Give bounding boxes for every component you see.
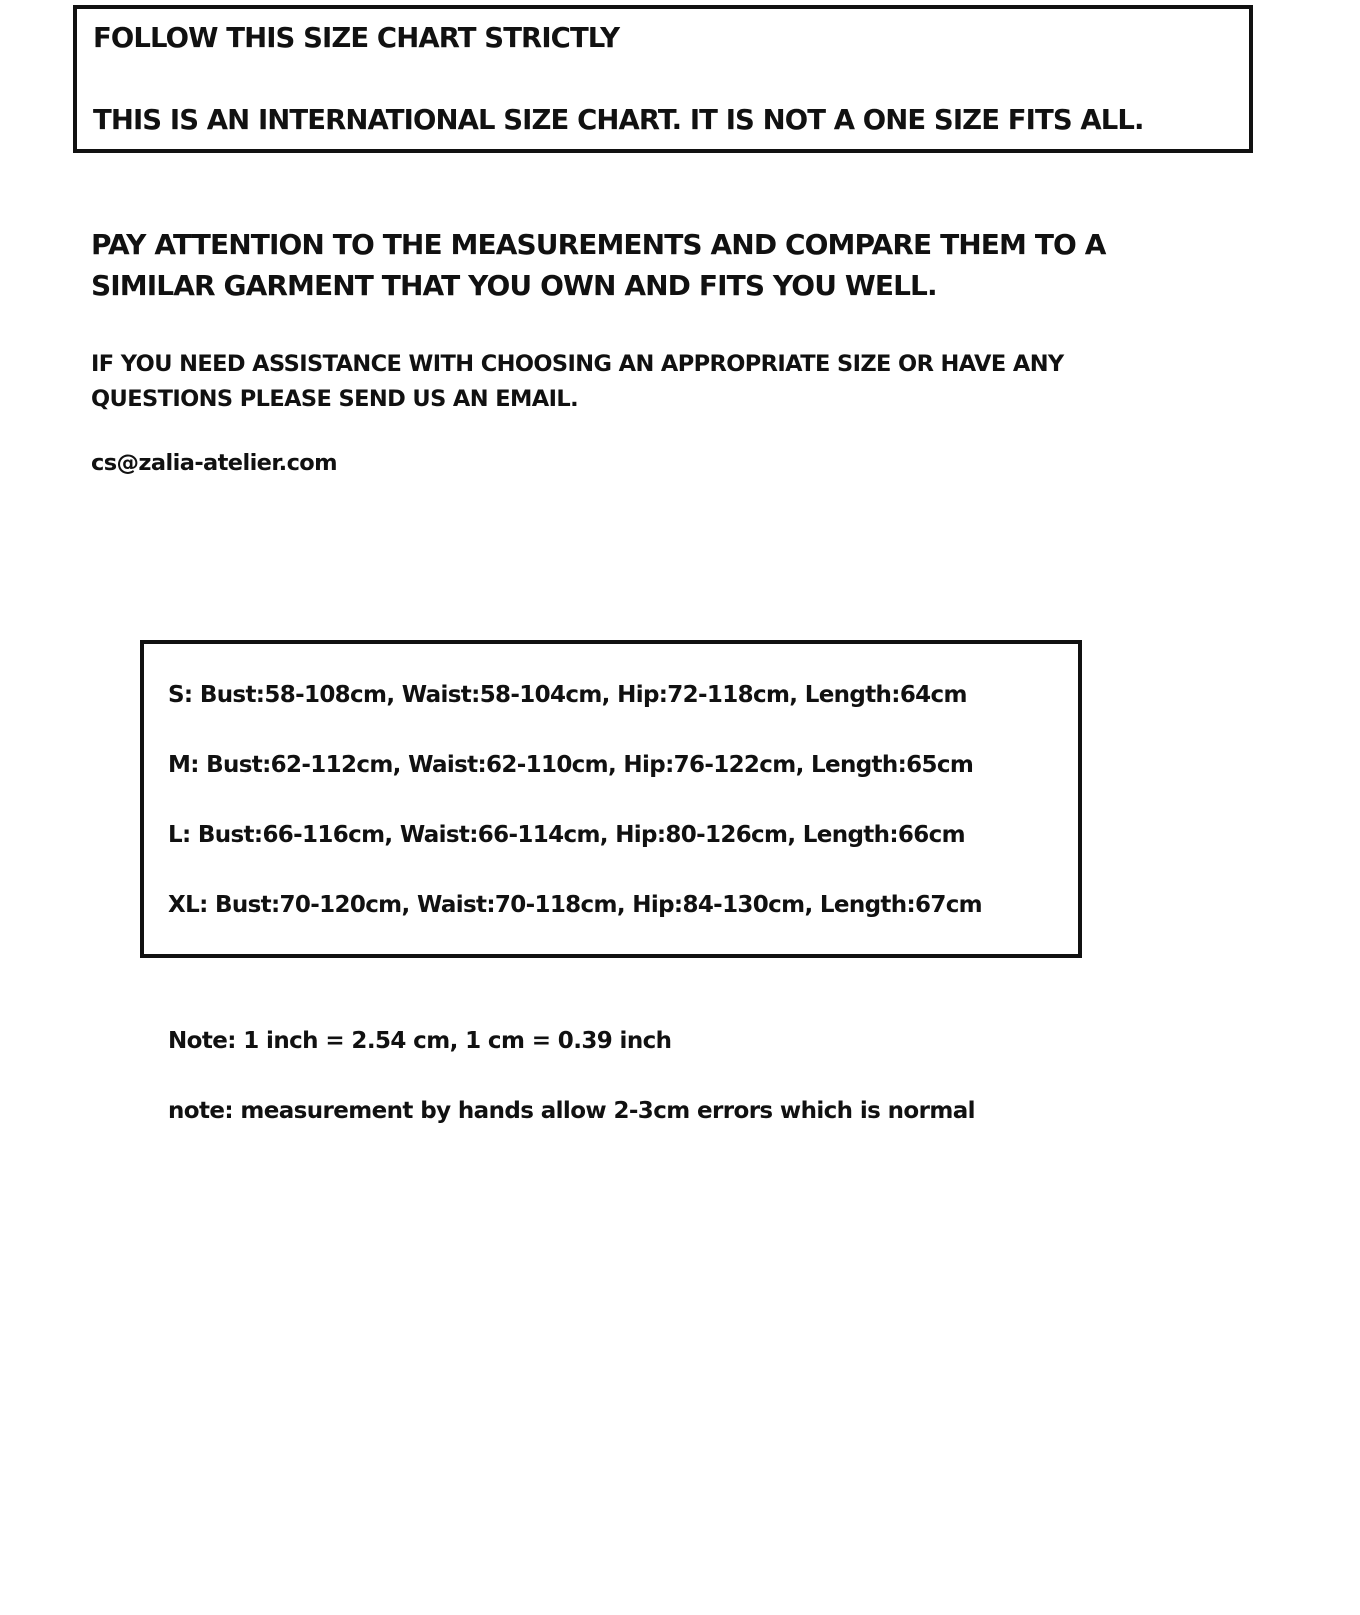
measurement-error-note: note: measurement by hands allow 2-3cm errors which is normal [168, 1098, 975, 1124]
measurement-heading [91, 224, 1321, 306]
assistance-line-2: QUESTIONS PLEASE SEND US AN EMAIL. [91, 386, 579, 412]
assistance-line-1: IF YOU NEED ASSISTANCE WITH CHOOSING AN APPROPRIATE SIZE OR HAVE ANY [91, 351, 1064, 377]
size-row-s: S: Bust:58-108cm, Waist:58-104cm, Hip:72-118cm, Length:64cm [168, 682, 967, 708]
notice-box [73, 5, 1253, 153]
conversion-note: Note: 1 inch = 2.54 cm, 1 cm = 0.39 inch [168, 1028, 672, 1054]
assistance-text [91, 347, 1321, 417]
measurement-heading-line-2: SIMILAR GARMENT THAT YOU OWN AND FITS YOU WELL. [91, 269, 937, 302]
contact-email: cs@zalia-atelier.com [91, 450, 338, 476]
notice-line-international: THIS IS AN INTERNATIONAL SIZE CHART. IT IS NOT A ONE SIZE FITS ALL. [93, 104, 1144, 136]
size-row-m: M: Bust:62-112cm, Waist:62-110cm, Hip:76-122cm, Length:65cm [168, 752, 974, 778]
size-chart-box [140, 640, 1082, 958]
notice-line-strict: FOLLOW THIS SIZE CHART STRICTLY [93, 22, 620, 54]
size-row-l: L: Bust:66-116cm, Waist:66-114cm, Hip:80-126cm, Length:66cm [168, 822, 965, 848]
measurement-heading-line-1: PAY ATTENTION TO THE MEASUREMENTS AND COMPARE THEM TO A [91, 228, 1106, 261]
size-row-xl: XL: Bust:70-120cm, Waist:70-118cm, Hip:84-130cm, Length:67cm [168, 892, 982, 918]
